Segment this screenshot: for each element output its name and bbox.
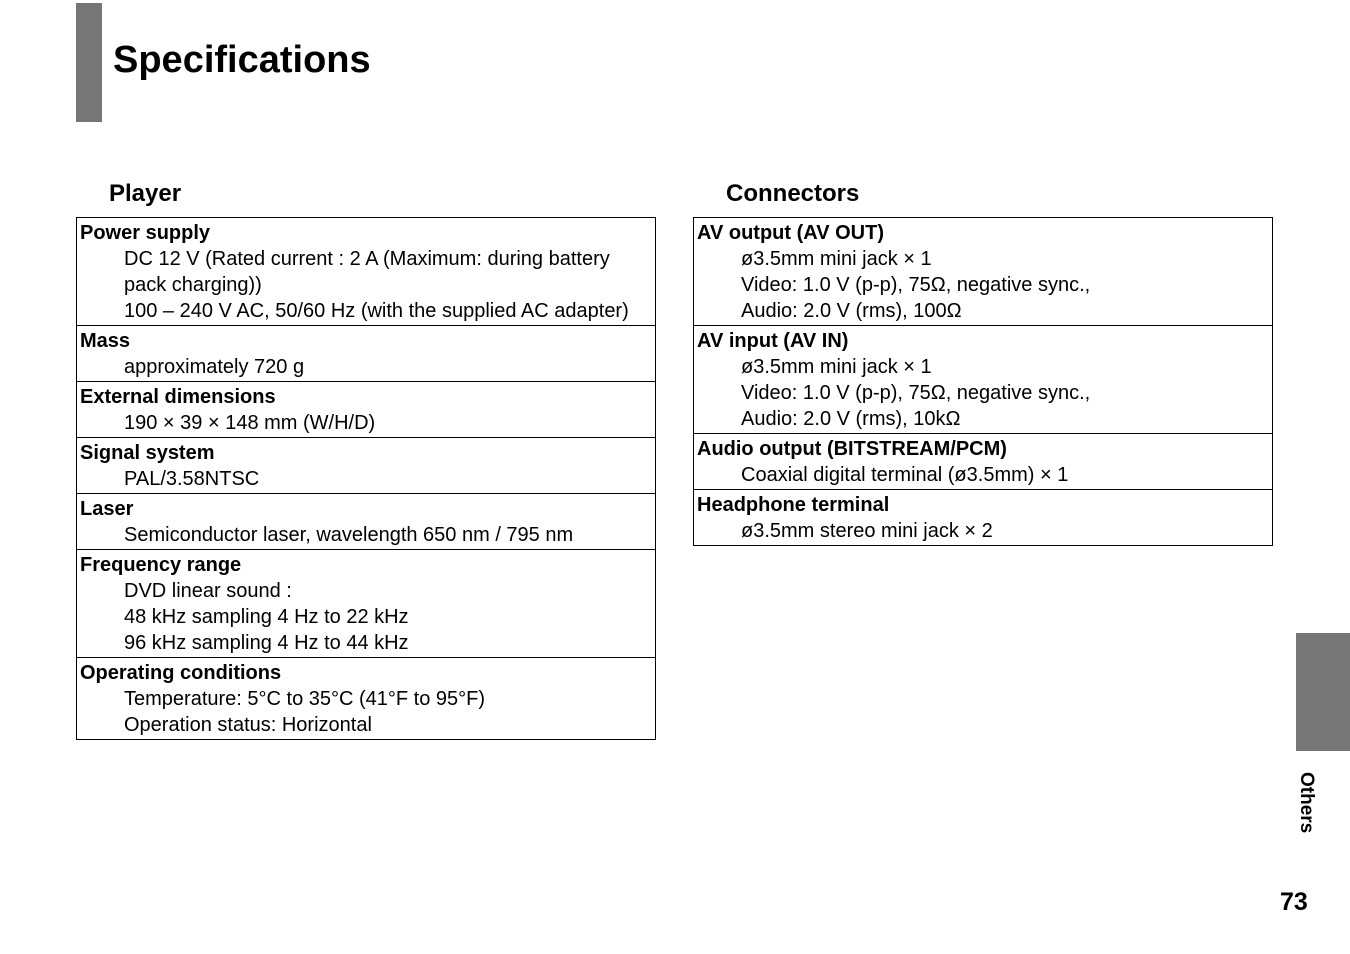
title-accent-bar — [76, 3, 102, 122]
spec-line: Temperature: 5°C to 35°C (41°F to 95°F) — [124, 688, 486, 710]
spec-line: Audio: 2.0 V (rms), 100Ω — [741, 300, 962, 322]
spec-line: DVD linear sound : — [124, 580, 292, 602]
spec-name: Operating conditions — [80, 662, 282, 684]
spec-name: Mass — [80, 330, 131, 352]
section-tab-text: Others — [1296, 772, 1317, 834]
spec-line: ø3.5mm mini jack × 1 — [741, 248, 932, 270]
section-tab-marker — [1296, 633, 1350, 751]
spec-name: AV output (AV OUT) — [697, 222, 884, 244]
page-title: Specifications — [113, 39, 371, 81]
spec-name: Audio output (BITSTREAM/PCM) — [697, 438, 1007, 460]
spec-row-frequency-range — [77, 549, 655, 657]
spec-line: 100 – 240 V AC, 50/60 Hz (with the supplied AC adapter) — [124, 300, 629, 322]
spec-line: 96 kHz sampling 4 Hz to 44 kHz — [124, 632, 409, 654]
spec-row-operating-conditions — [77, 657, 655, 739]
spec-line: Video: 1.0 V (p-p), 75Ω, negative sync., — [741, 274, 1091, 296]
spec-line: pack charging)) — [124, 274, 262, 296]
spec-row-laser — [77, 493, 655, 549]
spec-row-external-dimensions — [77, 381, 655, 437]
player-heading: Player — [109, 180, 182, 207]
spec-row-power-supply — [77, 218, 655, 325]
spec-line: ø3.5mm stereo mini jack × 2 — [741, 520, 993, 542]
connectors-heading: Connectors — [726, 180, 860, 207]
spec-line: 48 kHz sampling 4 Hz to 22 kHz — [124, 606, 409, 628]
spec-name: Frequency range — [80, 554, 242, 576]
spec-line: Coaxial digital terminal (ø3.5mm) × 1 — [741, 464, 1069, 486]
spec-row-headphone-terminal — [694, 489, 1272, 545]
spec-row-mass — [77, 325, 655, 381]
section-tab-label — [1295, 772, 1319, 842]
spec-name: Power supply — [80, 222, 211, 244]
spec-row-av-output — [694, 218, 1272, 325]
spec-line: 190 × 39 × 148 mm (W/H/D) — [124, 412, 376, 434]
spec-name: Headphone terminal — [697, 494, 890, 516]
spec-row-signal-system — [77, 437, 655, 493]
spec-name: Signal system — [80, 442, 215, 464]
spec-row-av-input — [694, 325, 1272, 433]
page-number: 73 — [1280, 888, 1308, 916]
connectors-spec-table — [693, 217, 1273, 546]
spec-name: Laser — [80, 498, 134, 520]
spec-line: ø3.5mm mini jack × 1 — [741, 356, 932, 378]
player-spec-table — [76, 217, 656, 740]
spec-name: AV input (AV IN) — [697, 330, 849, 352]
spec-line: DC 12 V (Rated current : 2 A (Maximum: during battery — [124, 248, 610, 270]
spec-line: PAL/3.58NTSC — [124, 468, 260, 490]
spec-line: Semiconductor laser, wavelength 650 nm / 795 nm — [124, 524, 574, 546]
spec-line: approximately 720 g — [124, 356, 305, 378]
spec-line: Audio: 2.0 V (rms), 10kΩ — [741, 408, 961, 430]
spec-name: External dimensions — [80, 386, 276, 408]
spec-row-audio-output — [694, 433, 1272, 489]
spec-line: Operation status: Horizontal — [124, 714, 372, 736]
spec-line: Video: 1.0 V (p-p), 75Ω, negative sync., — [741, 382, 1091, 404]
